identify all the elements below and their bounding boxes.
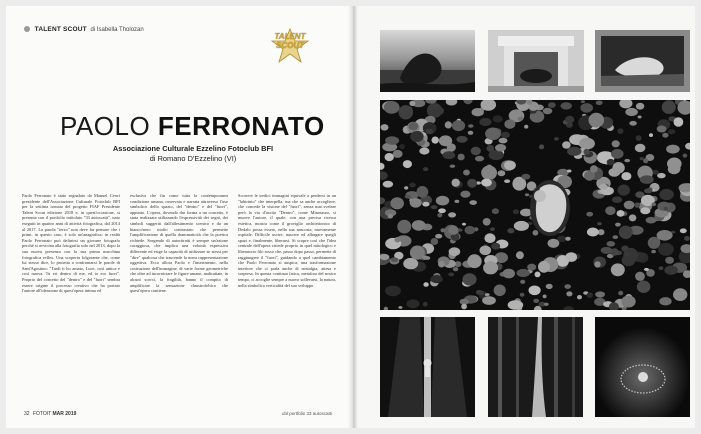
pebble: [423, 302, 428, 307]
pebble: [471, 147, 481, 155]
pebble: [449, 247, 461, 256]
pebble: [407, 299, 420, 308]
pebble: [431, 205, 438, 209]
pebble: [565, 237, 570, 241]
pebble: [482, 296, 496, 305]
pebble: [565, 116, 574, 124]
pebble: [452, 120, 465, 131]
page-number: 32: [24, 411, 30, 417]
pebble: [430, 275, 442, 283]
pebble: [504, 179, 510, 183]
page-footer-right: [282, 411, 332, 416]
pebble: [629, 214, 637, 221]
pebble: [456, 136, 467, 143]
byline: di Isabella Tholozan: [90, 27, 144, 33]
pebble: [405, 195, 411, 199]
pebble: [517, 117, 523, 121]
pebble: [469, 200, 477, 205]
pebble: [410, 131, 424, 142]
pebble: [548, 102, 556, 108]
pebble: [381, 124, 389, 130]
pebble: [385, 136, 399, 145]
subtitle-association: Associazione Culturale Ezzelino Fotoclub BFI: [112, 144, 274, 153]
pebble: [398, 306, 402, 309]
pebble: [465, 226, 476, 234]
pebble: [453, 267, 459, 271]
pebble: [436, 196, 449, 206]
pebble: [535, 272, 541, 278]
pebble: [419, 147, 429, 154]
body-column-3: Scorrere le tredici immagini equivale a perdersi in un "labirinto" che interpella, ma che sa anche accogliere, che concede la visione del "fuori", senza mai svelare però la via d'uscita "Dentro", come Minotauro, si muove l'autore, il quale, con una precisa ricerca estetica, mostra come il groviglio architettonico di Dedalo possa essere, nella sua nascosta, nuovamente ospitale. Difficile uscire, nascere ed allargare quegli spazi e, finalmente, liberarsi. Si scopre così che l'idea centrale dell'opera risiede proprio in quel mitologico e liberatorio filo rosso che, passo dopo passo, permette di raggiungere il "fuori", guidando a quel cambiamento che Paolo Ferronato si auspica, una trasformazione interiore che ci parla anche di nostalgia, attesa e sorpresa. In questa continua fatica, metafora del nostro tempo, ci accoglie sempre a nuovo sollevarsi, la natura, nella simbolica verticalità del suo sviluppo.: [238, 193, 336, 288]
pebble: [566, 291, 572, 296]
pebble: [612, 140, 620, 147]
pebble: [520, 280, 525, 284]
pebble: [439, 135, 452, 146]
pebble: [581, 100, 585, 103]
body-column-1: Paolo Ferronato è stato segnalato da Manuel Cenci presidente dell'Associazione Culturale Fotoclub BFI per la settima tornata del progetto FIAF Presidente Talent Scout edizione 2018 e, in quest'occasione, si presenta con il portfolio intitolato "33 autoscatti", nato eseguiti in quattro anni di attività fotografica, dal 2014 al 2017. La parola "terzo" non deve far pensare che i primi, in questo caso, è solo un'anagrafica; in realtà Paolo Ferronato può definirsi un giovane fotografo perché si avvicina alla fotografia solo nel 2013, dopo la sua nuova presenza con la sua prima macchina fotografica reflex. Una scoperta folgorante che, come lui stesso dice, lo proietta a confrontarsi le parole di Sant'Agostino: "Tardi ti ho amato, Luce, così antica e così nuova. Tu eri dentro di me, ed io ero fuori". Proprio del concetto del "dentro" e del "fuori" sembra essere origine il processo creativo che ha portato l'autore all'ideazione di quest'opera intima ed: [22, 193, 120, 294]
pebble: [448, 273, 454, 277]
pebble: [508, 300, 524, 310]
pebble: [664, 266, 677, 275]
pebble: [548, 239, 560, 248]
pebble: [417, 186, 429, 198]
pebble: [657, 126, 667, 133]
pebble: [448, 212, 456, 217]
pebble: [426, 129, 434, 134]
pebble: [467, 179, 477, 188]
pebble: [640, 175, 654, 184]
pebble: [595, 291, 605, 297]
page-footer: [24, 411, 76, 417]
pebble: [543, 108, 553, 114]
pebble: [514, 221, 529, 231]
pebble: [445, 121, 452, 128]
section-name: TALENT SCOUT: [34, 26, 87, 33]
pebble: [384, 101, 400, 114]
pebble: [385, 286, 401, 297]
pebble: [594, 261, 600, 267]
section-dot-icon: [24, 26, 30, 32]
pebble: [554, 137, 559, 140]
pebble: [388, 214, 393, 219]
pebble: [612, 162, 624, 174]
pebble: [636, 135, 642, 141]
pebble: [565, 252, 577, 262]
pebble: [504, 161, 516, 171]
pebble: [651, 250, 656, 253]
pebble: [495, 144, 506, 151]
pebble: [646, 217, 657, 224]
pebble: [621, 296, 635, 308]
pebble: [432, 137, 439, 144]
magazine-name: FOTOIT: [32, 411, 52, 417]
pebble: [485, 128, 501, 141]
pebble: [409, 101, 415, 106]
pebble: [680, 228, 687, 233]
pebble: [458, 154, 465, 161]
pebble: [636, 103, 644, 110]
pebble: [615, 223, 621, 227]
pebble: [659, 189, 673, 200]
pebble: [403, 160, 412, 168]
pebble: [644, 188, 653, 193]
circle-of-light-photo: [595, 317, 690, 417]
pebble: [422, 202, 429, 207]
pebble: [490, 227, 495, 231]
pebble: [517, 269, 530, 277]
pebble: [664, 207, 668, 211]
pebble: [638, 116, 642, 119]
pebble: [403, 258, 418, 269]
pebble: [468, 124, 473, 128]
pebble: [455, 200, 460, 203]
pebble: [412, 220, 426, 231]
pebble: [612, 197, 622, 203]
pebble: [657, 230, 673, 241]
pebble: [521, 174, 530, 180]
pebble: [666, 145, 680, 154]
pebble: [617, 210, 625, 217]
pebble: [493, 115, 503, 122]
pebble: [431, 238, 439, 245]
pebble: [390, 197, 404, 209]
pebble: [385, 153, 394, 161]
pebble: [525, 193, 529, 196]
pebble: [619, 226, 633, 239]
pebble: [561, 102, 572, 109]
pebble: [605, 206, 615, 215]
pebble: [640, 157, 644, 160]
pebble: [546, 284, 553, 289]
pebble: [673, 288, 687, 301]
pebble: [452, 179, 460, 187]
pebble: [637, 281, 651, 293]
pebble: [599, 184, 608, 190]
pebble: [659, 297, 671, 305]
pebble: [499, 138, 508, 144]
pebble: [462, 273, 476, 285]
pebble: [513, 209, 519, 214]
pebble: [383, 181, 393, 188]
pebble: [461, 304, 467, 310]
pebble: [448, 226, 458, 235]
pebble: [538, 261, 550, 273]
pebble: [399, 144, 405, 149]
pebble: [485, 233, 496, 243]
pebble: [586, 212, 593, 217]
pebble: [624, 201, 635, 210]
pebble: [516, 251, 524, 259]
pebble: [485, 293, 490, 296]
pebble: [635, 144, 646, 152]
pebble: [635, 202, 641, 207]
pebble: [527, 264, 536, 271]
pebble: [429, 106, 444, 115]
pebble: [658, 243, 674, 256]
pebble: [491, 243, 500, 250]
pebble: [643, 158, 648, 163]
forest-path-photo: [488, 317, 583, 417]
pebble: [410, 198, 422, 208]
pebble: [468, 131, 474, 135]
lying-figure-photo: [595, 30, 690, 92]
article-title: [60, 111, 325, 142]
pebble: [494, 285, 506, 297]
pebble: [478, 291, 484, 295]
pebble: [579, 138, 595, 150]
pebble: [462, 223, 466, 226]
pebble: [589, 113, 605, 128]
pebble: [590, 165, 598, 173]
pebble: [583, 149, 589, 155]
pebble: [503, 269, 515, 279]
pebble: [437, 213, 442, 217]
pebble: [524, 125, 528, 129]
pebble: [463, 170, 470, 176]
footer-tag: 33 autoscatti: [306, 411, 333, 416]
pebble: [607, 241, 616, 247]
pebble: [529, 286, 541, 296]
pebble: [408, 122, 418, 130]
pebble: [483, 218, 491, 226]
page-gutter: [348, 6, 358, 428]
pebble: [580, 103, 593, 113]
pebble: [440, 228, 445, 232]
pebble: [611, 263, 625, 276]
pebble: [481, 166, 497, 181]
pebble: [391, 257, 398, 262]
pebble: [657, 173, 666, 178]
pebble: [567, 147, 581, 156]
pebble: [498, 170, 506, 176]
pebble: [539, 144, 544, 149]
pebble: [618, 291, 623, 296]
pebble: [481, 179, 492, 187]
pebble: [668, 164, 680, 174]
title-first-name: PAOLO: [60, 111, 151, 141]
pebble: [520, 293, 525, 297]
pebble: [422, 256, 428, 260]
pebble: [423, 282, 428, 287]
pebble: [617, 128, 623, 134]
pebble: [480, 246, 492, 256]
pebble: [649, 133, 653, 137]
badge-line-2: SCOUT: [276, 41, 304, 50]
pebble: [483, 261, 498, 274]
pebble: [533, 230, 539, 236]
article-subtitle: [48, 144, 338, 164]
pebble: [472, 108, 484, 116]
pebble: [662, 133, 668, 138]
fallen-figure-photo: [380, 30, 475, 92]
pebble: [562, 141, 571, 148]
pebble: [597, 222, 602, 225]
pebble: [668, 129, 676, 134]
pebble: [652, 202, 657, 206]
pebble: [662, 100, 676, 114]
pebble: [507, 228, 514, 233]
pebble: [397, 220, 411, 234]
figure-on-pebbles-photo: [380, 100, 690, 310]
pebble: [644, 268, 649, 271]
footer-section: dal portfolio: [282, 411, 306, 416]
title-last-name: FERRONATO: [157, 111, 325, 141]
pebble: [395, 237, 401, 243]
corridor-figure-photo: [380, 317, 475, 417]
pebble: [564, 284, 571, 289]
pebble: [674, 117, 684, 126]
section-header: [24, 26, 144, 33]
pebble: [640, 207, 650, 214]
pebble: [479, 118, 491, 126]
pebble: [533, 299, 539, 303]
article-body: [22, 193, 344, 398]
pebble: [629, 121, 637, 126]
pebble: [501, 132, 510, 138]
pebble: [607, 159, 615, 165]
pebble: [450, 165, 456, 168]
pebble: [613, 235, 619, 239]
pebble: [409, 183, 416, 188]
pebble: [659, 266, 664, 270]
pebble: [587, 228, 599, 237]
pebble: [621, 172, 631, 180]
pebble: [492, 208, 499, 214]
pebble: [393, 150, 403, 158]
talent-scout-badge: [266, 28, 314, 64]
pebble: [652, 170, 659, 175]
pebble: [611, 149, 624, 159]
pebble: [577, 295, 582, 299]
pebble: [625, 253, 629, 257]
pebble: [399, 105, 414, 119]
fireplace-photo: [488, 30, 584, 92]
pebble: [618, 185, 630, 196]
pebble: [489, 150, 504, 160]
pebble: [624, 159, 630, 162]
body-column-2: esclusiva che fin come tutta la contemporanea condizione umana, osservata e narrata attraverso l'uso simbolico dello spazio, del "dentro" e del "fuori", appunto. L'opera, dovendo dar forma a un concetto, è stata realizzata utilizzando l'espressività dei segni, dei simboli suggeriti dall'allestimento scenico e da un bianco/nero molto contrastato che permette l'amplificazione di quella drammaticità che la poetica richiede. Sorgendo di autoritratti è sempre un'azione coraggiosa, che implica una volontà espressiva differente ed esige la capacità di utilizzare se stessi per "dire" qualcosa che trascende la mera rappresentazione oggettiva. Ecco allora Paolo e l'inserimento, nella costruzione dell'immagine, di varie forme geometriche che oltre ad incorniciare le figure umane, maltrattate, in alcuni scorci, la fragilità, hanno il compito di amplificare la sensazione claustrofobica che quest'opera contiene.: [130, 193, 228, 294]
pebble: [601, 247, 612, 254]
pebble: [438, 261, 445, 268]
subtitle-location: di Romano D'Ezzelino (VI): [149, 154, 237, 163]
pebble: [683, 154, 688, 158]
pebble: [543, 295, 547, 299]
pebble: [635, 272, 645, 281]
pebble: [467, 254, 481, 268]
pebble: [504, 119, 515, 128]
pebble: [596, 101, 603, 106]
magazine-issue: MAR 2019: [52, 411, 77, 417]
pebble: [567, 170, 572, 173]
pebble: [404, 186, 408, 189]
pebble: [460, 191, 470, 198]
pebble: [625, 108, 638, 116]
pebble: [587, 292, 593, 298]
pebble: [435, 234, 442, 239]
pebble: [423, 167, 428, 171]
badge-line-1: TALENT: [274, 32, 306, 41]
pebble: [544, 303, 549, 306]
pebble: [438, 208, 446, 213]
pebble: [684, 236, 690, 241]
pebble: [665, 257, 674, 264]
pebble: [475, 156, 484, 162]
pebble: [443, 151, 456, 159]
